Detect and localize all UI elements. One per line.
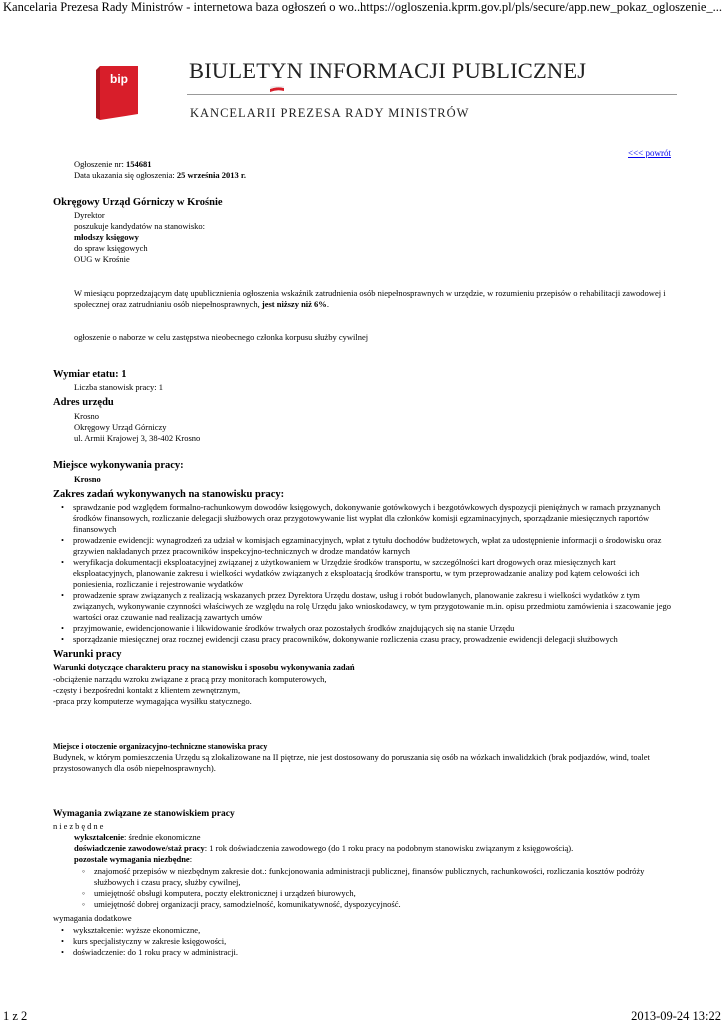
environment-heading: Miejsce i otoczenie organizacyjno-techniczne stanowiska pracy bbox=[53, 742, 268, 751]
other-requirements-list bbox=[74, 866, 674, 910]
education-requirement: wykształcenie: średnie ekonomiczne bbox=[74, 832, 201, 842]
notice-text: ogłoszenie o naborze w celu zastępstwa nieobecnego członka korpusu służby cywilnej bbox=[74, 332, 369, 342]
requirements-heading: Wymagania związane ze stanowiskiem pracy bbox=[53, 809, 235, 819]
announcement-number: Ogłoszenie nr: 154681 bbox=[74, 159, 152, 169]
additional-label: wymagania dodatkowe bbox=[53, 913, 132, 923]
workplace-heading: Miejsce wykonywania pracy: bbox=[53, 460, 184, 471]
conditions-lines: -obciążenie narządu wzroku związane z pracą przy monitorach komputerowych, -częsty i bezpośredni kontakt z klientem zewnętrznym, -praca przy komputerze wymagająca wysiłku statycznego. bbox=[53, 674, 327, 706]
office-name: Okręgowy Urząd Górniczy w Krośnie bbox=[53, 197, 223, 208]
announcement-number-value: 154681 bbox=[125, 159, 152, 169]
other-requirements-label: pozostałe wymagania niezbędne: bbox=[74, 854, 193, 864]
browser-url: https://ogloszenia.kprm.gov.pl/pls/secure/app.new_pokaz_ogloszenie_... bbox=[360, 0, 722, 14]
list-item: • doświadczenie: do 1 roku pracy w administracji. bbox=[53, 947, 673, 958]
workplace-value: Krosno bbox=[74, 474, 101, 484]
bip-logo-text: bip bbox=[110, 72, 128, 86]
browser-page-title: Kancelaria Prezesa Rady Ministrów - internetowa baza ogłoszeń o wo... bbox=[3, 0, 364, 14]
banner-divider bbox=[187, 94, 677, 95]
list-item: • wykształcenie: wyższe ekonomiczne, bbox=[53, 925, 673, 936]
back-link[interactable]: <<< powrót bbox=[628, 148, 671, 158]
conditions-heading: Warunki pracy bbox=[53, 649, 122, 660]
list-item: ◦ umiejętność dobrej organizacji pracy, samodzielność, komunikatywność, dyspozycyjność. bbox=[74, 899, 674, 910]
address-heading: Adres urzędu bbox=[53, 397, 114, 408]
additional-requirements-list bbox=[53, 925, 673, 958]
duties-list bbox=[53, 502, 673, 645]
disability-paragraph: W miesiącu poprzedzającym datę upublicznienia ogłoszenia wskaźnik zatrudnienia osób niepełnosprawnych w urzędzie, w rozumieniu przepisów o rehabilitacji zawodowej i społecznej oraz zatrudnianiu osób niepełnosprawnych, jest niższy niż 6%. bbox=[74, 288, 666, 309]
list-item: • prowadzenie spraw związanych z realizacją wskazanych przez Dyrektora Urzędu dostaw, usług i robót budowlanych, planowanie zakresu i wielkości wydatków z tym związanych, wykonywanie czynności właściwych ze względu na rolę Urzędu jako wnioskodawcy, w tym przygotowanie m.in. opisu przedmiotu zamówienia i szacowanie jego wartości oraz czuwanie nad realizacją zawartych umów bbox=[53, 590, 673, 623]
list-item: • sprawdzanie pod względem formalno-rachunkowym dowodów księgowych, dokonywanie gotówkowych i bezgotówkowych dyspozycji pieniężnych w ramach przyznanych środków finansowych, rozliczanie delegacji służbowych oraz przygotowywanie list wypłat dla członków komisji egzaminacyjnych, sporządzanie miesięcznych raportów finansowych bbox=[53, 502, 673, 535]
workload-text: Liczba stanowisk pracy: 1 bbox=[74, 382, 163, 392]
list-item: • weryfikacja dokumentacji eksploatacyjnej związanej z użytkowaniem w Urzędzie środków transportu, w szczególności kart drogowych oraz miesięcznych kart eksploatacyjnych, planowanie zakresu i wielkości wydatków związanych z eksploatacją środków transportu, w tym przeprowadzanie analizy pod kątem celowości ich poniesienia, rozliczanie i rejestrowanie wydatków bbox=[53, 557, 673, 590]
workload-heading: Wymiar etatu: 1 bbox=[53, 369, 127, 380]
list-item: • przyjmowanie, ewidencjonowanie i likwidowanie środków trwałych oraz pozostałych środków znajdujących się na stanie Urzędu bbox=[53, 623, 673, 634]
announcement-date: Data ukazania się ogłoszenia: 25 września 2013 r. bbox=[74, 170, 247, 180]
conditions-subheading: Warunki dotyczące charakteru pracy na stanowisku i sposobu wykonywania zadań bbox=[53, 662, 355, 672]
banner-subtitle: KANCELARII PREZESA RADY MINISTRÓW bbox=[190, 106, 470, 120]
list-item: • prowadzenie ewidencji: wynagrodzeń za udział w komisjach egzaminacyjnych, wpłat z tytułu dochodów budżetowych, wpłat za udostępnienie informacji o środowisku oraz grzywien nakładanych przez pracowników inspekcyjno-technicznych w drodze mandatów karnych bbox=[53, 535, 673, 557]
experience-requirement: doświadczenie zawodowe/staż pracy: 1 rok doświadczenia zawodowego (do 1 roku pracy na podobnym stanowisku związanym z księgowością). bbox=[74, 843, 574, 853]
banner-title: BIULETYN INFORMACJI PUBLICZNEJ bbox=[189, 58, 587, 83]
announcement-date-value: 25 września 2013 r. bbox=[176, 170, 247, 180]
bip-logo bbox=[92, 62, 142, 122]
address-lines: Krosno Okręgowy Urząd Górniczy ul. Armii Krajowej 3, 38-402 Krosno bbox=[74, 411, 201, 443]
office-details: Dyrektor poszukuje kandydatów na stanowisko: młodszy księgowy do spraw księgowych OUG w Krośnie bbox=[74, 210, 206, 264]
print-datetime: 2013-09-24 13:22 bbox=[631, 1009, 721, 1023]
necessary-label: niezbędne bbox=[53, 821, 106, 831]
page-number: 1 z 2 bbox=[3, 1009, 28, 1023]
list-item: ◦ umiejętność obsługi komputera, poczty elektronicznej i urządzeń biurowych, bbox=[74, 888, 674, 899]
duties-heading: Zakres zadań wykonywanych na stanowisku pracy: bbox=[53, 489, 285, 500]
environment-text: Budynek, w którym pomieszczenia Urzędu są zlokalizowane na II piętrze, nie jest dostosowany do poruszania się osób na wózkach inwalidzkich (brak podjazdów, wind, toalet przystosowanych dla osób niepełnosprawnych). bbox=[53, 752, 650, 773]
position-title: młodszy księgowy bbox=[74, 232, 139, 242]
list-item: ◦ znajomość przepisów w niezbędnym zakresie dot.: funkcjonowania administracji publicznej, finansów publicznych, rachunkowości, rozliczania kosztów podróży służbowych i czasu pracy, służby cywilnej, bbox=[74, 866, 674, 888]
flag-icon bbox=[269, 86, 285, 94]
list-item: • kurs specjalistyczny w zakresie księgowości, bbox=[53, 936, 673, 947]
list-item: • sporządzanie miesięcznej oraz rocznej ewidencji czasu pracy pracowników, dokonywanie rozliczenia czasu pracy, prowadzenie ewidencji delegacji służbowych bbox=[53, 634, 673, 645]
